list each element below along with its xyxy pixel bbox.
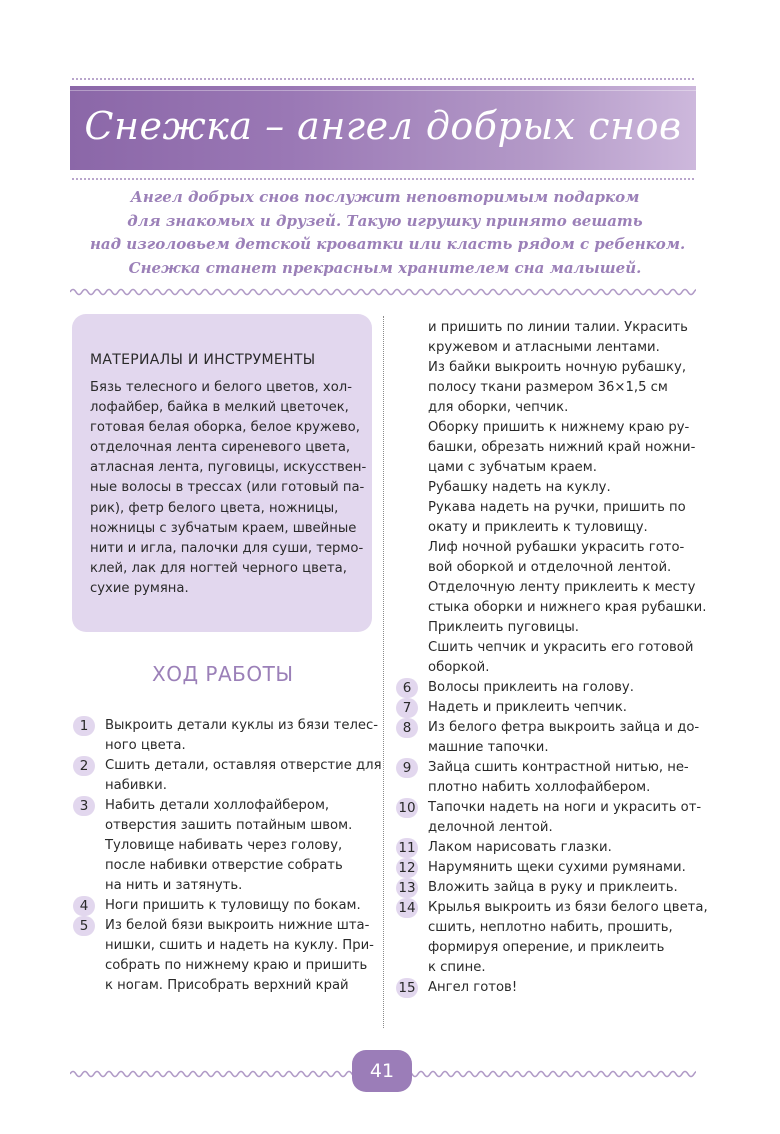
materials-list bbox=[90, 378, 372, 599]
step-text-line: ного цвета. bbox=[105, 738, 186, 753]
step-text-line: Крылья выкроить из бязи белого цвета, bbox=[428, 900, 708, 915]
continuation-text-line: Рубашку надеть на куклу. bbox=[428, 480, 611, 495]
step-text-line: Волосы приклеить на голову. bbox=[428, 680, 634, 695]
step-text-line: сшить, неплотно набить, прошить, bbox=[428, 920, 673, 935]
step-text-line: Лаком нарисовать глазки. bbox=[428, 840, 612, 855]
step-text-line: к ногам. Присобрать верхний край bbox=[105, 978, 349, 993]
step-number-badge: 10 bbox=[396, 798, 418, 818]
step-text-line: Надеть и приклеить чепчик. bbox=[428, 700, 627, 715]
step-text-line: плотно набить холлофайбером. bbox=[428, 780, 651, 795]
materials-line: отделочная лента сиреневого цвета, bbox=[90, 440, 351, 456]
materials-line: ные волосы в трессах (или готовый па- bbox=[90, 480, 365, 496]
materials-heading: МАТЕРИАЛЫ И ИНСТРУМЕНТЫ bbox=[90, 352, 316, 368]
materials-line: рик), фетр белого цвета, ножницы, bbox=[90, 500, 339, 516]
materials-line: сухие румяна. bbox=[90, 580, 189, 596]
step-text-line: Ангел готов! bbox=[428, 980, 518, 995]
top-dotted-divider bbox=[72, 78, 694, 80]
step-number-badge: 11 bbox=[396, 838, 418, 858]
step-text-line: после набивки отверстие собрать bbox=[105, 858, 343, 873]
materials-line: клей, лак для ногтей черного цвета, bbox=[90, 560, 347, 576]
step-number-badge: 3 bbox=[73, 796, 95, 816]
continuation-text-line: Приклеить пуговицы. bbox=[428, 620, 579, 635]
step-text-line: Нарумянить щеки сухими румянами. bbox=[428, 860, 686, 875]
continuation-text-line: цами с зубчатым краем. bbox=[428, 460, 597, 475]
step-number-badge: 5 bbox=[73, 916, 95, 936]
continuation-text-line: и пришить по линии талии. Украсить bbox=[428, 320, 688, 335]
step-text-line: собрать по нижнему краю и пришить bbox=[105, 958, 368, 973]
materials-line: нити и игла, палочки для суши, термо- bbox=[90, 540, 364, 556]
continuation-text-line: Рукава надеть на ручки, пришить по bbox=[428, 500, 686, 515]
materials-line: готовая белая оборка, белое кружево, bbox=[90, 420, 360, 436]
continuation-text-line: стыка оборки и нижнего края рубашки. bbox=[428, 600, 707, 615]
step-text-line: формируя оперение, и приклеить bbox=[428, 940, 665, 955]
step-number-badge: 1 bbox=[73, 716, 95, 736]
step-number-badge: 14 bbox=[396, 898, 418, 918]
step-text-line: Зайца сшить контрастной нитью, не- bbox=[428, 760, 689, 775]
step-text-line: Тапочки надеть на ноги и украсить от- bbox=[428, 800, 702, 815]
step-number-badge: 4 bbox=[73, 896, 95, 916]
step-text-line: отверстия зашить потайным швом. bbox=[105, 818, 353, 833]
step-text-line: Ноги пришить к туловищу по бокам. bbox=[105, 898, 361, 913]
materials-panel bbox=[72, 314, 372, 632]
continuation-text-line: вой оборкой и отделочной лентой. bbox=[428, 560, 672, 575]
continuation-text-line: окату и приклеить к туловищу. bbox=[428, 520, 648, 535]
step-number-badge: 7 bbox=[396, 698, 418, 718]
materials-line: ножницы с зубчатым краем, швейные bbox=[90, 520, 357, 536]
continuation-text-line: Сшить чепчик и украсить его готовой bbox=[428, 640, 694, 655]
step-number-badge: 2 bbox=[73, 756, 95, 776]
step-text-line: нишки, сшить и надеть на куклу. При- bbox=[105, 938, 374, 953]
intro-paragraph bbox=[90, 186, 686, 280]
step-text-line: Из белого фетра выкроить зайца и до- bbox=[428, 720, 700, 735]
wavy-divider bbox=[70, 286, 696, 298]
continuation-text-line: кружевом и атласными лентами. bbox=[428, 340, 660, 355]
step-number-badge: 15 bbox=[396, 978, 418, 998]
step-text-line: к спине. bbox=[428, 960, 486, 975]
continuation-text-line: башки, обрезать нижний край ножни- bbox=[428, 440, 696, 455]
materials-line: атласная лента, пуговицы, искусствен- bbox=[90, 460, 367, 476]
intro-line: для знакомых и друзей. Такую игрушку принято вешать bbox=[127, 211, 643, 230]
materials-line: Бязь телесного и белого цветов, хол- bbox=[90, 380, 352, 395]
step-number-badge: 12 bbox=[396, 858, 418, 878]
continuation-text-line: Из байки выкроить ночную рубашку, bbox=[428, 360, 687, 375]
continuation-text-line: Лиф ночной рубашки украсить гото- bbox=[428, 540, 685, 555]
banner-bottom-dotted-divider bbox=[72, 178, 694, 180]
title-banner bbox=[70, 86, 696, 170]
continuation-text-line: Оборку пришить к нижнему краю ру- bbox=[428, 420, 690, 435]
intro-line: над изголовьем детской кроватки или класть рядом с ребенком. bbox=[90, 235, 686, 253]
step-text-line: на нить и затянуть. bbox=[105, 878, 243, 893]
intro-line: Ангел добрых снов послужит неповторимым подарком bbox=[130, 188, 640, 206]
step-text-line: Набить детали холлофайбером, bbox=[105, 798, 330, 813]
step-text-line: набивки. bbox=[105, 778, 167, 793]
continuation-text-line: полосу ткани размером 36×1,5 см bbox=[428, 380, 668, 395]
column-divider bbox=[383, 316, 384, 1028]
steps-heading: ХОД РАБОТЫ bbox=[152, 662, 294, 686]
page-number: 41 bbox=[352, 1050, 412, 1092]
step-text-line: Из белой бязи выкроить нижние шта- bbox=[105, 918, 370, 933]
continuation-text-line: для оборки, чепчик. bbox=[428, 400, 569, 415]
step-number-badge: 8 bbox=[396, 718, 418, 738]
continuation-text-line: оборкой. bbox=[428, 660, 490, 675]
step-number-badge: 9 bbox=[396, 758, 418, 778]
step-text-line: машние тапочки. bbox=[428, 740, 549, 755]
step-text-line: Выкроить детали куклы из бязи телес- bbox=[105, 718, 378, 733]
step-number-badge: 6 bbox=[396, 678, 418, 698]
continuation-text-line: Отделочную ленту приклеить к месту bbox=[428, 580, 696, 595]
materials-line: лофайбер, байка в мелкий цветочек, bbox=[90, 400, 349, 416]
step-text-line: Туловище набивать через голову, bbox=[105, 838, 343, 853]
step-text-line: Вложить зайца в руку и приклеить. bbox=[428, 880, 678, 895]
intro-line: Снежка станет прекрасным хранителем сна малышей. bbox=[128, 258, 642, 277]
step-text-line: делочной лентой. bbox=[428, 820, 553, 835]
page-title: Снежка – ангел добрых снов bbox=[84, 104, 682, 148]
step-text-line: Сшить детали, оставляя отверстие для bbox=[105, 758, 382, 773]
step-number-badge: 13 bbox=[396, 878, 418, 898]
